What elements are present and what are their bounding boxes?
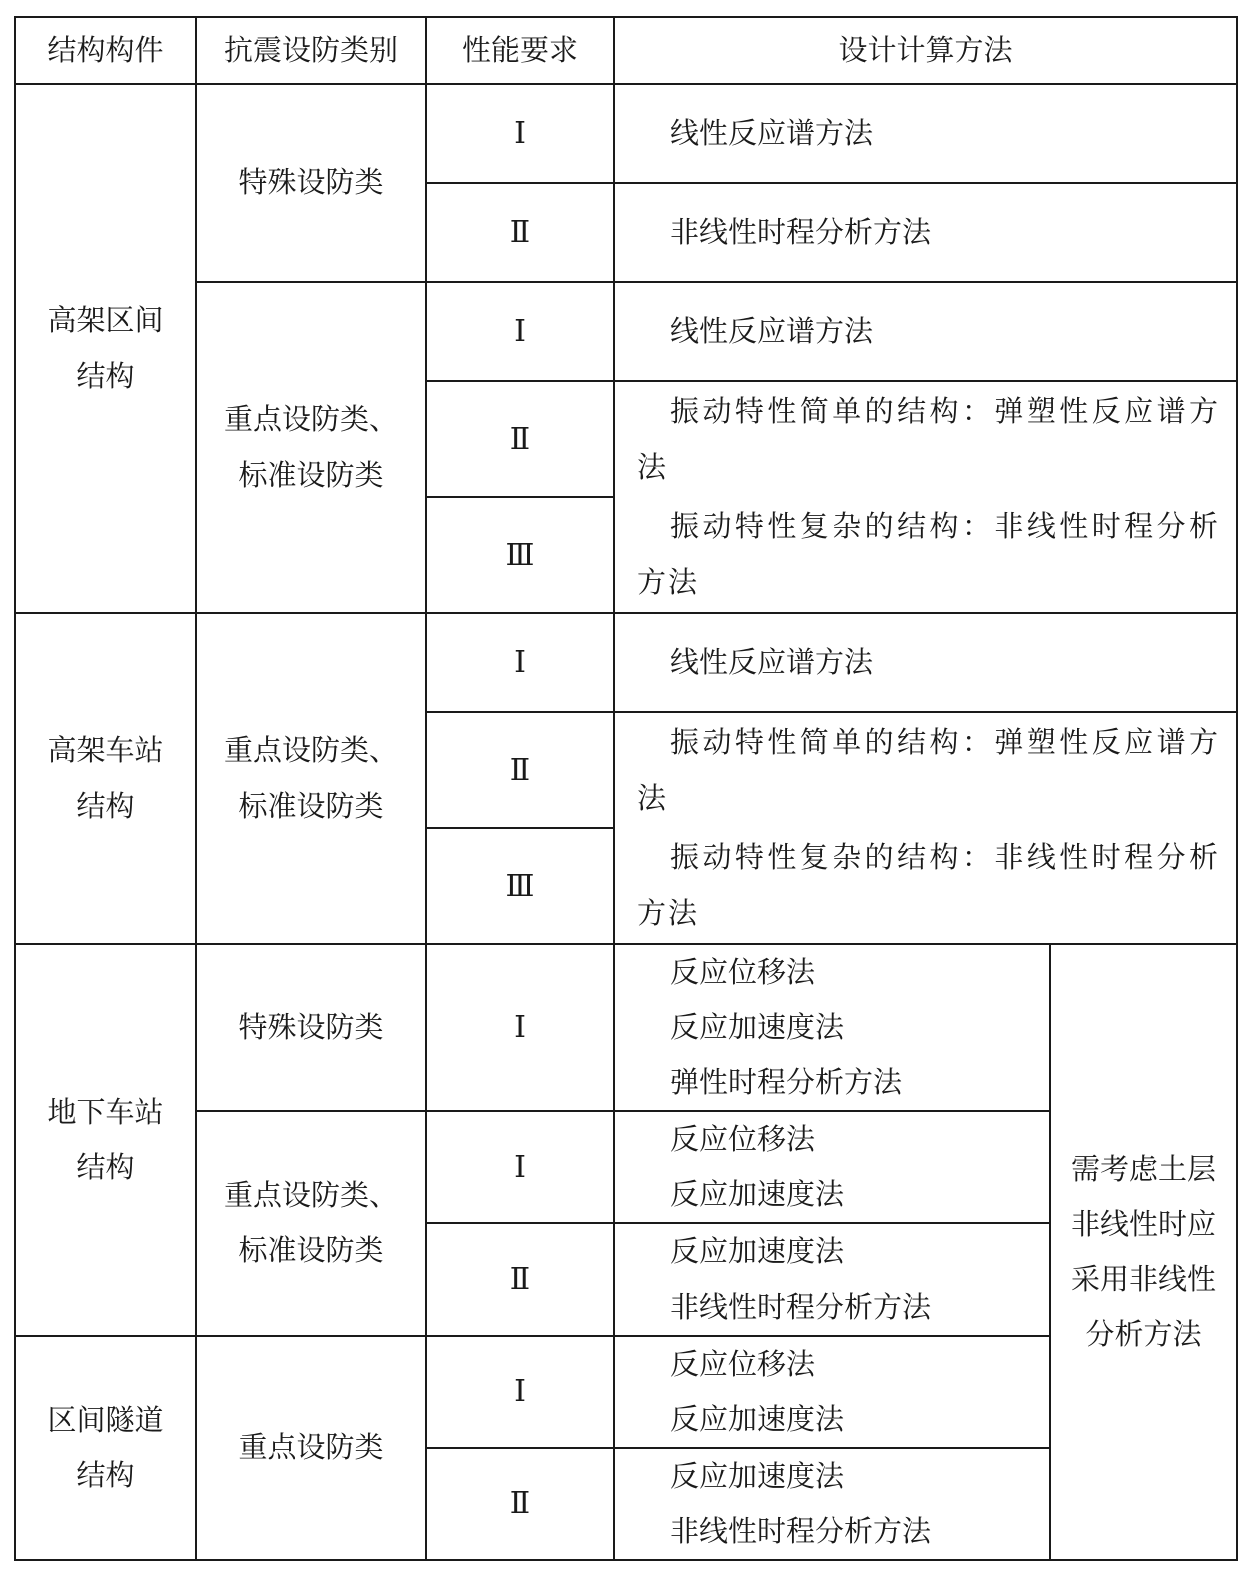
performance-level: Ⅱ (426, 381, 614, 497)
note-line: 需考虑土层 (1071, 1151, 1217, 1186)
component-line: 高架车站 (47, 733, 164, 768)
method-cell: 振动特性简单的结构：弹塑性反应谱方法 (614, 712, 1237, 828)
method-line: 反应加速度法 (670, 1401, 845, 1436)
component-line: 地下车站 (47, 1094, 164, 1129)
soil-nonlinearity-note (1050, 944, 1237, 1560)
note-line: 分析方法 (1085, 1317, 1202, 1352)
component-line: 高架区间 (47, 303, 164, 338)
component-elevated-section (15, 84, 196, 613)
method-line: 反应位移法 (670, 1122, 816, 1157)
performance-level: Ⅰ (426, 944, 614, 1111)
header-component: 结构构件 (15, 17, 196, 84)
method-cell (614, 1448, 1050, 1560)
method-line: 反应位移法 (670, 955, 816, 989)
performance-level: Ⅱ (426, 183, 614, 282)
method-line: 反应位移法 (670, 1346, 816, 1381)
category-key-standard (196, 613, 426, 944)
performance-level: Ⅲ (426, 828, 614, 944)
method-cell: 线性反应谱方法 (614, 84, 1237, 183)
performance-level: Ⅰ (426, 613, 614, 712)
category-line: 标准设防类 (238, 457, 384, 492)
performance-level: Ⅲ (426, 497, 614, 613)
method-cell (614, 944, 1050, 1111)
method-line: 反应加速度法 (670, 1177, 845, 1212)
category-line: 重点设防类、 (223, 402, 398, 437)
category-key: 重点设防类 (196, 1336, 426, 1560)
category-key-standard (196, 1111, 426, 1335)
performance-level: Ⅰ (426, 84, 614, 183)
component-line: 结构 (76, 1457, 135, 1492)
method-cell: 振动特性复杂的结构：非线性时程分析方法 (614, 828, 1237, 944)
method-cell: 振动特性简单的结构：弹塑性反应谱方法 (614, 381, 1237, 497)
method-cell: 振动特性复杂的结构：非线性时程分析方法 (614, 497, 1237, 613)
category-special: 特殊设防类 (196, 944, 426, 1111)
category-line: 标准设防类 (238, 788, 384, 823)
seismic-design-table (14, 16, 1236, 1552)
component-line: 区间隧道 (47, 1402, 164, 1437)
component-line: 结构 (76, 1149, 135, 1184)
performance-level: Ⅱ (426, 712, 614, 828)
method-cell (614, 1336, 1050, 1448)
category-key-standard (196, 282, 426, 613)
method-line: 弹性时程分析方法 (670, 1065, 903, 1100)
performance-level: Ⅰ (426, 282, 614, 381)
method-line: 非线性时程分析方法 (670, 1513, 932, 1548)
category-line: 标准设防类 (238, 1233, 384, 1268)
component-line: 结构 (76, 358, 135, 393)
table (14, 16, 1238, 1561)
method-cell: 线性反应谱方法 (614, 282, 1237, 381)
note-line: 非线性时应 (1071, 1206, 1217, 1241)
method-line: 非线性时程分析方法 (670, 1289, 932, 1324)
method-line: 反应加速度法 (670, 1458, 845, 1493)
method-cell (614, 1111, 1050, 1223)
category-line: 重点设防类、 (223, 733, 398, 768)
category-special: 特殊设防类 (196, 84, 426, 282)
component-elevated-station (15, 613, 196, 944)
header-method: 设计计算方法 (614, 17, 1237, 84)
component-line: 结构 (76, 788, 135, 823)
header-performance: 性能要求 (426, 17, 614, 84)
method-cell: 非线性时程分析方法 (614, 183, 1237, 282)
method-cell (614, 1223, 1050, 1335)
component-underground-station (15, 944, 196, 1336)
component-tunnel (15, 1336, 196, 1560)
method-cell: 线性反应谱方法 (614, 613, 1237, 712)
note-line: 采用非线性 (1071, 1262, 1217, 1297)
category-line: 重点设防类、 (223, 1178, 398, 1213)
performance-level: Ⅱ (426, 1223, 614, 1335)
header-category: 抗震设防类别 (196, 17, 426, 84)
performance-level: Ⅱ (426, 1448, 614, 1560)
performance-level: Ⅰ (426, 1111, 614, 1223)
method-line: 反应加速度法 (670, 1010, 845, 1045)
method-line: 反应加速度法 (670, 1234, 845, 1269)
performance-level: Ⅰ (426, 1336, 614, 1448)
